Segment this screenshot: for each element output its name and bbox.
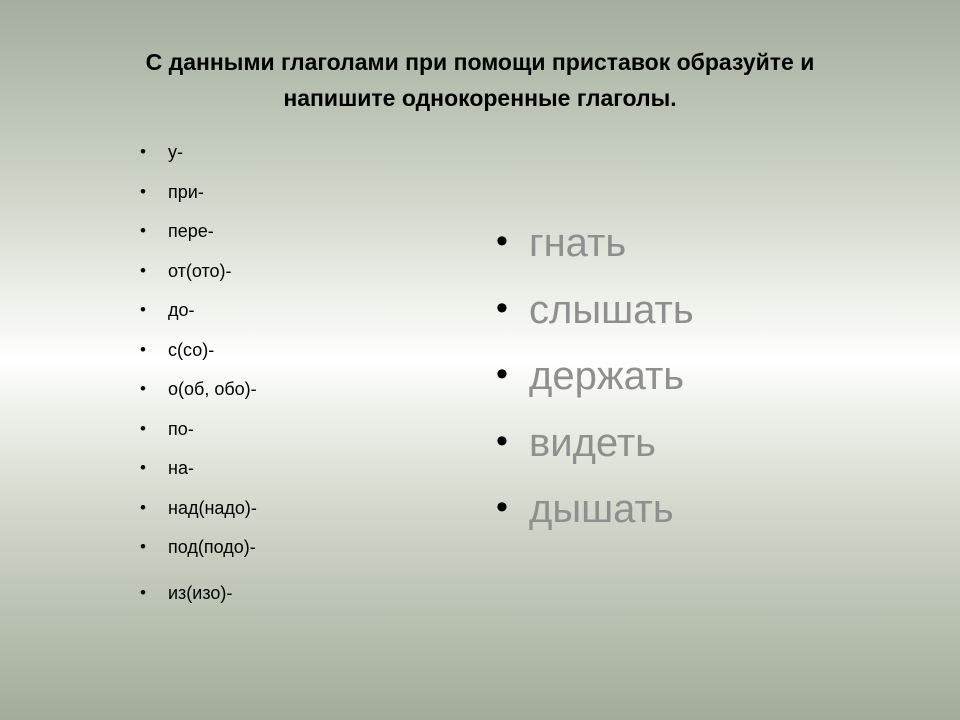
bullet-icon: • (140, 418, 146, 438)
verb-item-text: держать (529, 354, 685, 398)
prefix-item (140, 215, 257, 255)
prefix-item (140, 255, 257, 295)
bullet-icon: • (496, 421, 508, 460)
prefix-item-text: по- (168, 418, 194, 439)
bullet-icon: • (496, 355, 508, 393)
bullet-icon: • (140, 458, 146, 477)
verb-item-text: дышать (529, 487, 674, 531)
prefix-item (140, 413, 257, 453)
prefix-item-text: о(об, обо)- (168, 379, 257, 399)
bullet-icon: • (496, 488, 508, 526)
prefix-item-text: на- (168, 458, 194, 478)
verb-item (496, 348, 694, 415)
slide-title (60, 44, 900, 116)
bullet-icon: • (140, 339, 146, 359)
verb-item-text: видеть (529, 420, 657, 465)
prefix-item-text: над(надо)- (168, 497, 257, 518)
bullet-icon: • (140, 497, 146, 517)
bullet-icon: • (140, 537, 146, 556)
prefix-item-text: у- (168, 142, 183, 162)
bullet-icon: • (140, 142, 146, 161)
prefix-item (140, 531, 257, 571)
prefix-item (140, 452, 257, 492)
prefix-item-text: под(подо)- (168, 537, 256, 557)
bullet-icon: • (140, 379, 146, 398)
bullet-icon: • (496, 288, 508, 327)
prefix-item-text: до- (168, 300, 195, 320)
verb-item (496, 282, 694, 349)
verb-item (496, 415, 694, 482)
bullet-icon: • (140, 260, 146, 280)
bullet-icon: • (140, 582, 146, 602)
prefix-item (140, 176, 257, 216)
bullet-icon: • (496, 222, 508, 260)
prefix-item-text: при- (168, 181, 204, 202)
prefix-item (140, 136, 257, 176)
prefix-item-text: от(ото)- (168, 260, 232, 281)
bullet-icon: • (140, 221, 146, 240)
verb-item-text: слышать (529, 287, 694, 332)
verb-list (496, 215, 694, 548)
prefix-item (140, 492, 257, 532)
verb-item (496, 481, 694, 548)
prefix-item-text: из(изо)- (168, 582, 233, 603)
slide-title-line-1: С данными глаголами при помощи приставок образуйте и (145, 49, 815, 75)
prefix-list (140, 136, 257, 616)
prefix-item (140, 373, 257, 413)
bullet-icon: • (140, 181, 146, 201)
prefix-item (140, 577, 257, 617)
prefix-item (140, 294, 257, 334)
verb-item (496, 215, 694, 282)
prefix-item-text: с(со)- (168, 339, 215, 360)
verb-item-text: гнать (529, 221, 627, 265)
prefix-item-text: пере- (168, 221, 214, 241)
bullet-icon: • (140, 300, 146, 319)
slide-title-line-2: напишите однокоренные глаголы. (283, 85, 677, 111)
prefix-item (140, 334, 257, 374)
